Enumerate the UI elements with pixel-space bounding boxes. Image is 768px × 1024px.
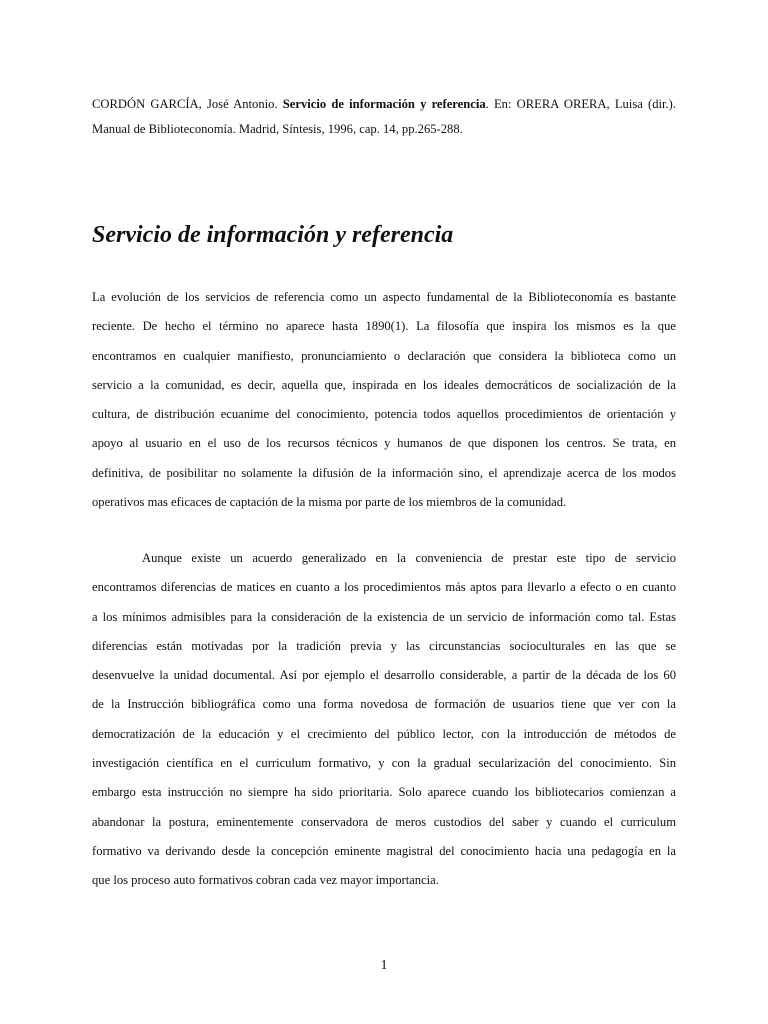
citation-line-2: Manual de Biblioteconomía. Madrid, Síntesis, 1996, cap. 14, pp.265-288. bbox=[92, 122, 463, 136]
paragraph-line: apoyo al usuario en el uso de los recursos técnicos y humanos de que disponen los centros. Se trata, en bbox=[92, 436, 676, 451]
bibliographic-citation bbox=[92, 92, 676, 142]
paragraph-line: desenvuelve la unidad documental. Así por ejemplo el desarrollo considerable, a partir de la década de los 60 bbox=[92, 668, 676, 683]
paragraph-line: servicio a la comunidad, es decir, aquella que, inspirada en los ideales democráticos de socialización de la bbox=[92, 377, 676, 392]
paragraph-line: encontramos en cualquier manifiesto, pronunciamiento o declaración que considera la biblioteca como un bbox=[92, 348, 676, 363]
document-title: Servicio de información y referencia bbox=[92, 222, 454, 248]
paragraph-line: abandonar la postura, eminentemente conservadora de meros custodios del saber y cuando el curriculum bbox=[92, 814, 676, 829]
citation-author: CORDÓN GARCÍA, José Antonio. bbox=[92, 97, 283, 111]
paragraph-line: formativo va derivando desde la concepción eminente magistral del conocimiento hacia una pedagogía en la bbox=[92, 843, 676, 858]
paragraph-line: operativos mas eficaces de captación de la misma por parte de los miembros de la comunidad. bbox=[92, 495, 567, 510]
paragraph-line: de la Instrucción bibliográfica como una forma novedosa de formación de usuarios tiene que ver con la bbox=[92, 697, 676, 712]
paragraph-line: Aunque existe un acuerdo generalizado en la conveniencia de prestar este tipo de servicio bbox=[142, 551, 676, 565]
paragraph-2 bbox=[92, 544, 676, 896]
paragraph-line: cultura, de distribución ecuanime del conocimiento, potencia todos aquellos procedimientos de orientación y bbox=[92, 407, 676, 422]
paragraph-line: a los mínimos admisibles para la consideración de la existencia de un servicio de información como tal. Estas bbox=[92, 609, 676, 624]
paragraph-line: reciente. De hecho el término no aparece hasta 1890(1). La filosofía que inspira los mismos es la que bbox=[92, 319, 676, 334]
citation-line-1 bbox=[92, 92, 676, 117]
paragraph-line: investigación científica en el curriculum formativo, y con la gradual secularización del conocimiento. Sin bbox=[92, 756, 676, 771]
paragraph-line: encontramos diferencias de matices en cuanto a los procedimientos más aptos para llevarlo a efecto o en cuanto bbox=[92, 580, 676, 595]
paragraph-line: diferencias están motivadas por la tradición previa y las circunstancias socioculturales en las que se bbox=[92, 638, 676, 653]
paragraph-1 bbox=[92, 283, 676, 517]
paragraph-line: La evolución de los servicios de referencia como un aspecto fundamental de la Biblioteconomía es bastante bbox=[92, 290, 676, 304]
paragraph-line: que los proceso auto formativos cobran cada vez mayor importancia. bbox=[92, 873, 439, 888]
paragraph-line: definitiva, de posibilitar no solamente la difusión de la información sino, el aprendizaje acerca de los modos bbox=[92, 465, 676, 480]
paragraph-line: embargo esta instrucción no siempre ha sido prioritaria. Solo aparece cuando los bibliotecarios comienzan a bbox=[92, 785, 676, 800]
paragraph-line: democratización de la educación y el crecimiento del público lector, con la introducción de métodos de bbox=[92, 726, 676, 741]
page-number: 1 bbox=[380, 958, 388, 973]
citation-source: . En: ORERA ORERA, Luisa (dir.). bbox=[485, 97, 677, 111]
citation-work-title: Servicio de información y referencia bbox=[282, 97, 486, 111]
